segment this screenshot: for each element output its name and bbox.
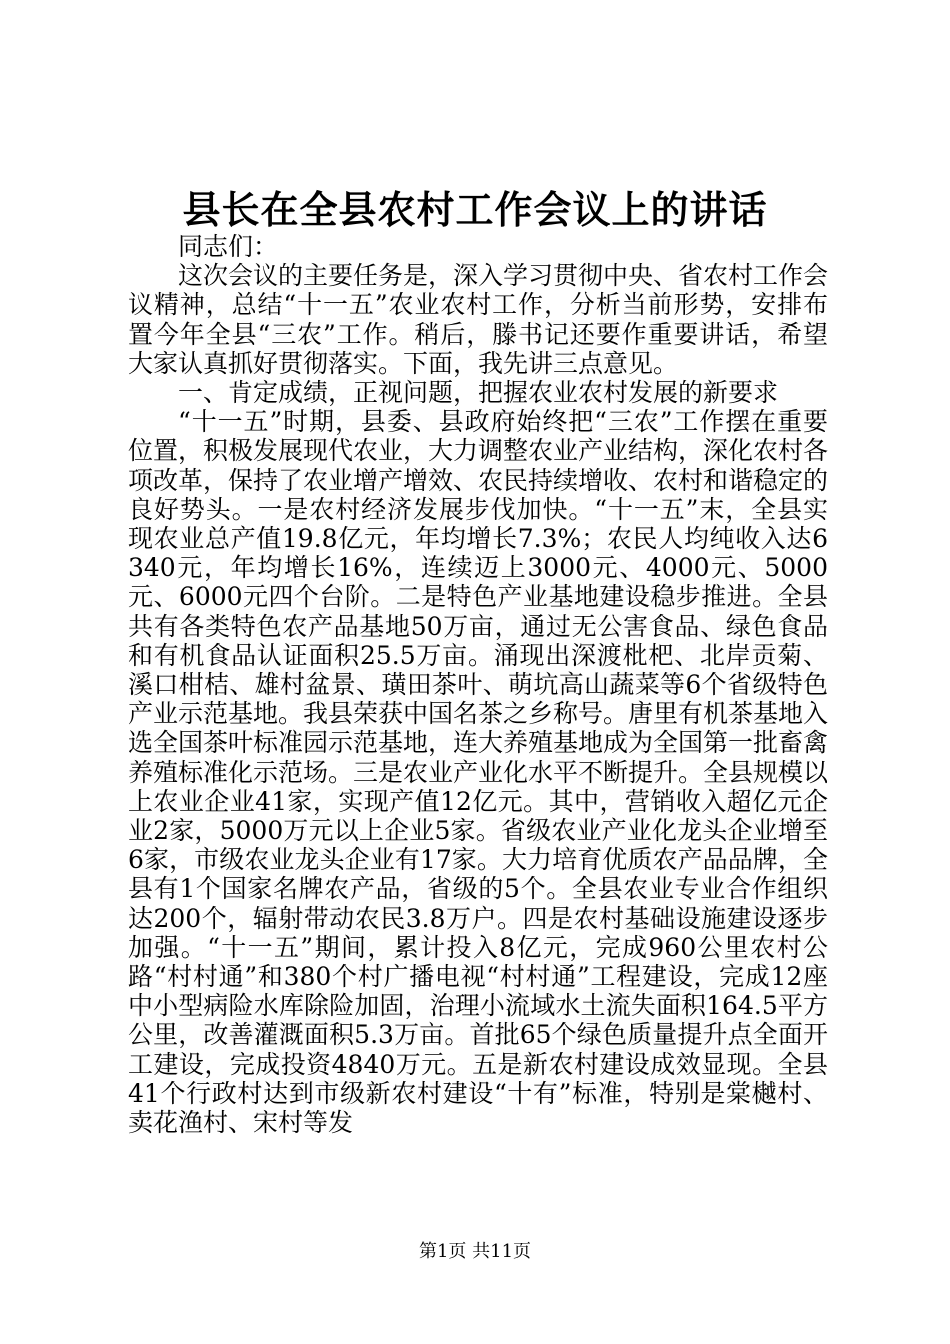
document-body bbox=[128, 232, 828, 1137]
salutation-paragraph: 同志们： bbox=[178, 232, 279, 261]
body-paragraph: “十一五”时期，县委、县政府始终把“三农”工作摆在重要位置，积极发展现代农业，大力调整农业产业结构，深化农村各项改革，保持了农业增产增效、农民持续增收、农村和谐稳定的良好势头。一是农村经济发展步伐加快。“十一五”末，全县实现农业总产值19.8亿元，年均增长7.3%；农民人均纯收入达6340元，年均增长16%，连续迈上3000元、4000元、5000元、6000元四个台阶。二是特色产业基地建设稳步推进。全县共有各类特色农产品基地50万亩，通过无公害食品、绿色食品和有机食品认证面积25.5万亩。涌现出深渡枇杷、北岸贡菊、溪口柑桔、雄村盆景、璜田茶叶、萌坑高山蔬菜等6个省级特色产业示范基地。我县荣获中国名茶之乡称号。唐里有机茶基地入选全国茶叶标准园示范基地，连大养殖基地成为全国第一批畜禽养殖标准化示范场。三是农业产业化水平不断提升。全县规模以上农业企业41家，实现产值12亿元。其中，营销收入超亿元企业2家，5000万元以上企业5家。省级农业产业化龙头企业增至6家，市级农业龙头企业有17家。大力培育优质农产品品牌，全县有1个国家名牌农产品，省级的5个。全县农业专业合作组织达200个，辐射带动农民3.8万户。四是农村基础设施建设逐步加强。“十一五”期间，累计投入8亿元，完成960公里农村公路“村村通”和380个村广播电视“村村通”工程建设，完成12座中小型病险水库除险加固，治理小流域水土流失面积164.5平方公里，改善灌溉面积5.3万亩。首批65个绿色质量提升点全面开工建设，完成投资4840万元。五是新农村建设成效显现。全县41个行政村达到市级新农村建设“十有”标准，特别是棠樾村、卖花渔村、宋村等发 bbox=[128, 407, 829, 1138]
intro-paragraph: 这次会议的主要任务是，深入学习贯彻中央、省农村工作会议精神，总结“十一五”农业农村工作，分析当前形势，安排布置今年全县“三农”工作。稍后，滕书记还要作重要讲话，希望大家认真抓好贯彻落实。下面，我先讲三点意见。 bbox=[128, 261, 829, 378]
document-title: 县长在全县农村工作会议上的讲话 bbox=[182, 187, 768, 232]
page-footer: 第1页 共11页 bbox=[418, 1241, 532, 1262]
section-heading: 一、肯定成绩，正视问题，把握农业农村发展的新要求 bbox=[178, 378, 779, 408]
